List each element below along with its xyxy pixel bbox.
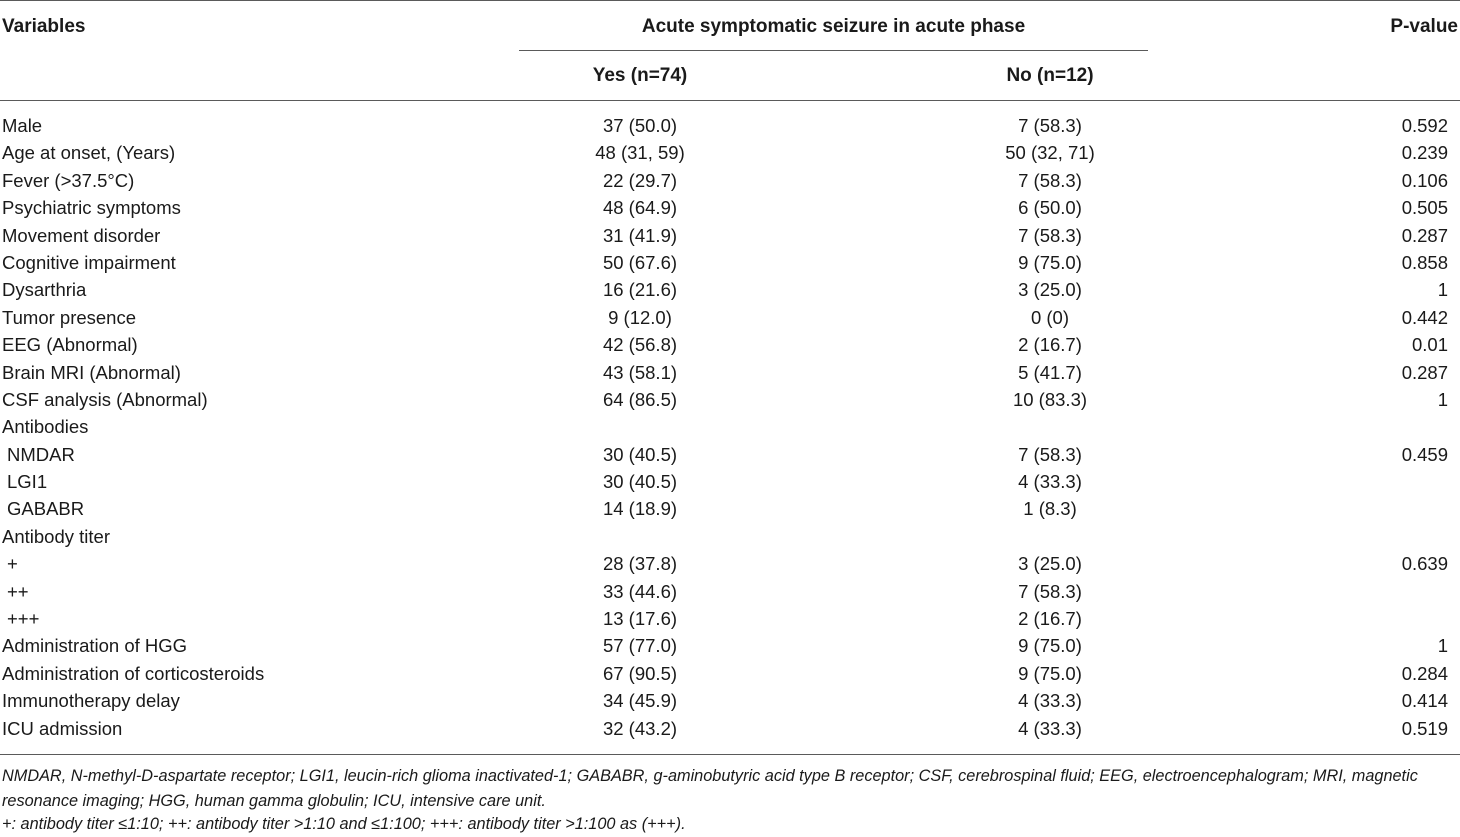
cell-variable: NMDAR: [7, 443, 75, 465]
column-group-rule: [519, 50, 1148, 51]
table-row: [0, 331, 1460, 358]
column-group-header-seizure: Acute symptomatic seizure in acute phase: [641, 16, 1026, 37]
cell-pvalue: 0.459: [1401, 443, 1448, 465]
cell-yes: 31 (41.9): [602, 224, 678, 246]
cell-no: 4 (33.3): [1018, 690, 1082, 712]
cell-yes: 30 (40.5): [602, 443, 678, 465]
cell-variable: Male: [2, 115, 43, 136]
cell-pvalue: 0.284: [1401, 662, 1448, 684]
column-header-no: No (n=12): [1006, 65, 1094, 86]
cell-no: 7 (58.3): [1018, 115, 1082, 136]
cell-no: 4 (33.3): [1018, 717, 1082, 739]
table-top-rule: [0, 0, 1460, 1]
cell-yes: 37 (50.0): [602, 115, 678, 136]
table-row: [0, 468, 1460, 495]
cell-yes: 22 (29.7): [602, 169, 678, 191]
table-footnote: [2, 764, 1458, 814]
table-row: [0, 687, 1460, 714]
cell-no: 4 (33.3): [1018, 471, 1082, 493]
cell-no: 2 (16.7): [1018, 334, 1082, 356]
cell-variable: Cognitive impairment: [2, 251, 176, 273]
cell-yes: 34 (45.9): [602, 690, 678, 712]
footnote-abbreviations: NMDAR, N-methyl-D-aspartate receptor; LGI1, leucin-rich glioma inactivated-1; GABABR, g-aminobutyric acid type B receptor; CSF, cerebrospinal fluid; EEG, electroencephalogram; MRI, magnetic resonance imaging; HGG, human gamma globulin; ICU, intensive care unit.: [2, 767, 1418, 810]
cell-yes: 16 (21.6): [602, 279, 678, 301]
cell-yes: 48 (31, 59): [595, 142, 685, 164]
table-row: [0, 441, 1460, 468]
cell-no: 6 (50.0): [1018, 197, 1082, 219]
cell-pvalue: 0.519: [1401, 717, 1448, 739]
cell-variable: Antibody titer: [2, 525, 110, 547]
cell-pvalue: 1: [1437, 279, 1448, 301]
table-row: [0, 578, 1460, 605]
cell-variable: Movement disorder: [2, 224, 161, 246]
cell-no: 50 (32, 71): [1005, 142, 1095, 164]
cell-pvalue: 0.592: [1401, 115, 1448, 136]
cell-no: 9 (75.0): [1018, 251, 1082, 273]
table-row: [0, 359, 1460, 386]
cell-yes: 43 (58.1): [602, 361, 678, 383]
cell-variable: Fever (>37.5°C): [2, 169, 135, 191]
cell-yes: 57 (77.0): [602, 635, 678, 657]
table-row: [0, 632, 1460, 659]
cell-variable: Brain MRI (Abnormal): [2, 361, 181, 383]
cell-variable: Tumor presence: [2, 306, 137, 328]
cell-yes: 30 (40.5): [602, 471, 678, 493]
cell-yes: 48 (64.9): [602, 197, 678, 219]
cell-variable: ++: [7, 580, 29, 602]
cell-variable: LGI1: [7, 471, 48, 493]
table-row: [0, 167, 1460, 194]
cell-yes: 42 (56.8): [602, 334, 678, 356]
cell-variable: Psychiatric symptoms: [2, 197, 181, 219]
cell-variable: GABABR: [7, 498, 85, 520]
table-header-rule: [0, 100, 1460, 101]
table-row: [0, 112, 1460, 139]
cell-pvalue: 0.442: [1401, 306, 1448, 328]
cell-no: 3 (25.0): [1018, 553, 1082, 575]
cell-pvalue: 0.239: [1401, 142, 1448, 164]
table-bottom-rule: [0, 754, 1460, 755]
cell-pvalue: 0.858: [1401, 251, 1448, 273]
cell-no: 9 (75.0): [1018, 662, 1082, 684]
cell-yes: 9 (12.0): [608, 306, 672, 328]
column-header-yes: Yes (n=74): [592, 65, 688, 86]
cell-no: 1 (8.3): [1023, 498, 1077, 520]
cell-variable: Antibodies: [2, 416, 89, 438]
cell-no: 5 (41.7): [1018, 361, 1082, 383]
table-row: [0, 413, 1460, 440]
cell-pvalue: 0.287: [1401, 224, 1448, 246]
cell-yes: 32 (43.2): [602, 717, 678, 739]
cell-yes: 14 (18.9): [602, 498, 678, 520]
column-header-pvalue: P-value: [1390, 16, 1458, 37]
cell-no: 7 (58.3): [1018, 580, 1082, 602]
table-row: [0, 386, 1460, 413]
cell-variable: Administration of HGG: [2, 635, 188, 657]
footnote-titer: +: antibody titer ≤1:10; ++: antibody titer >1:10 and ≤1:100; +++: antibody titer >1:100 as (+++).: [2, 815, 686, 833]
table-row: [0, 550, 1460, 577]
cell-pvalue: 1: [1437, 388, 1448, 410]
cell-variable: Administration of corticosteroids: [2, 662, 265, 684]
cell-variable: EEG (Abnormal): [2, 334, 138, 356]
cell-no: 3 (25.0): [1018, 279, 1082, 301]
cell-no: 7 (58.3): [1018, 224, 1082, 246]
cell-variable: Dysarthria: [2, 279, 87, 301]
table-body: [0, 112, 1460, 742]
table-row: [0, 249, 1460, 276]
cell-yes: 28 (37.8): [602, 553, 678, 575]
table-row: [0, 304, 1460, 331]
cell-no: 2 (16.7): [1018, 608, 1082, 630]
cell-pvalue: 0.505: [1401, 197, 1448, 219]
cell-variable: ICU admission: [2, 717, 123, 739]
table-row: [0, 715, 1460, 742]
table-row: [0, 276, 1460, 303]
cell-no: 10 (83.3): [1012, 388, 1088, 410]
cell-no: 7 (58.3): [1018, 169, 1082, 191]
table-row: [0, 660, 1460, 687]
cell-variable: +: [7, 553, 18, 575]
cell-variable: Immunotherapy delay: [2, 690, 180, 712]
cell-pvalue: 0.414: [1401, 690, 1448, 712]
cell-pvalue: 0.01: [1411, 334, 1448, 356]
cell-no: 7 (58.3): [1018, 443, 1082, 465]
table-row: [0, 495, 1460, 522]
cell-pvalue: 1: [1437, 635, 1448, 657]
table-row: [0, 222, 1460, 249]
cell-pvalue: 0.287: [1401, 361, 1448, 383]
cell-variable: CSF analysis (Abnormal): [2, 388, 208, 410]
cell-yes: 67 (90.5): [602, 662, 678, 684]
cell-pvalue: 0.639: [1401, 553, 1448, 575]
cell-no: 9 (75.0): [1018, 635, 1082, 657]
table-row: [0, 139, 1460, 166]
cell-pvalue: 0.106: [1401, 169, 1448, 191]
cell-yes: 64 (86.5): [602, 388, 678, 410]
cell-no: 0 (0): [1030, 306, 1070, 328]
table-row: [0, 194, 1460, 221]
cell-yes: 33 (44.6): [602, 580, 678, 602]
cell-variable: Age at onset, (Years): [2, 142, 176, 164]
cell-variable: +++: [7, 608, 40, 630]
table-row: [0, 605, 1460, 632]
table-row: [0, 523, 1460, 550]
column-header-variables: Variables: [2, 16, 86, 37]
cell-yes: 13 (17.6): [602, 608, 678, 630]
cell-yes: 50 (67.6): [602, 251, 678, 273]
